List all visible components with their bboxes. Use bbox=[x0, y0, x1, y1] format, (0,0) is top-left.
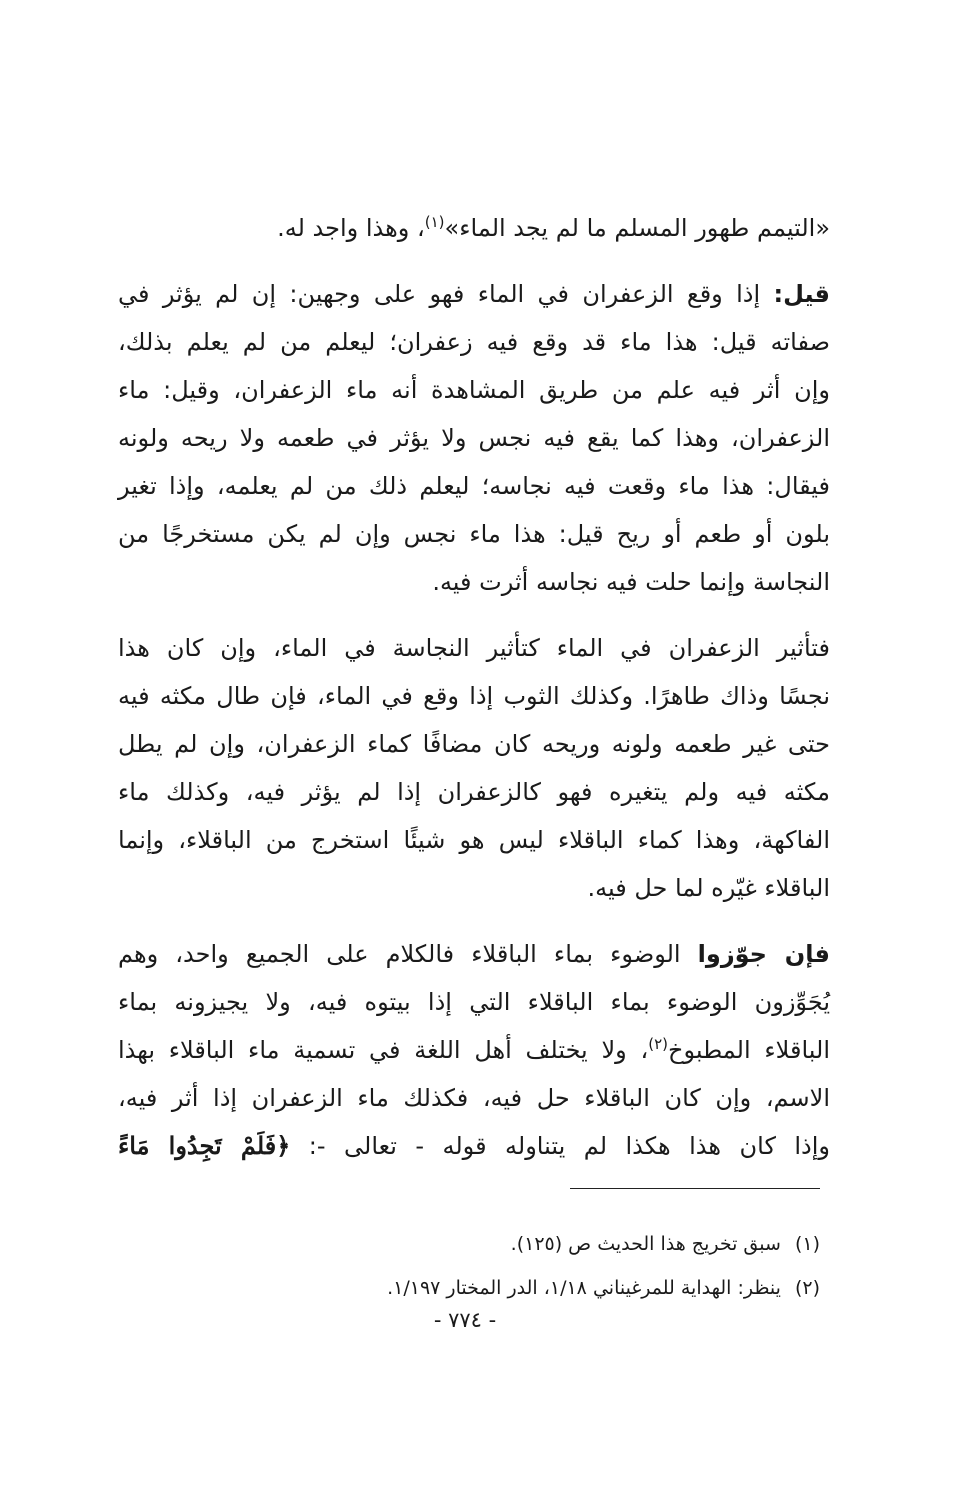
text-line: حتى غير طعمه ولونه وريحه كان مضافًا كماء الزعفران، وإن لم يطل bbox=[118, 730, 830, 758]
text-line: الباقلاء المطبوخ$^{(٢)}$، ولا يختلف أهل اللغة في تسمية ماء الباقلاء بهذا bbox=[118, 1035, 830, 1064]
text-line: يُجَوِّزون الوضوء بماء الباقلاء التي إذا بيتوه فيه، ولا يجيزونه بماء bbox=[118, 988, 830, 1016]
footnote-item bbox=[300, 1222, 820, 1266]
text-line: فتأثير الزعفران في الماء كتأثير النجاسة في الماء، وإن كان هذا bbox=[118, 634, 830, 662]
paragraph-lead: فإن جوّزوا bbox=[697, 940, 830, 968]
text-line: بلون أو طعم أو ريح قيل: هذا ماء نجس وإن لم يكن مستخرجًا من bbox=[118, 520, 830, 548]
footnote-separator bbox=[570, 1188, 820, 1189]
text-line: الفاكهة، وهذا كماء الباقلاء ليس هو شيئًا استخرج من الباقلاء، وإنما bbox=[118, 826, 830, 854]
footnote-ref-1[interactable]: (١) bbox=[424, 213, 445, 231]
text-line: فيقال: هذا ماء وقعت فيه نجاسه؛ ليعلم ذلك من لم يعلمه، وإذا تغير bbox=[118, 472, 830, 500]
text-line: فإن جوّزوا الوضوء بماء الباقلاء فالكلام على الجميع واحد، وهم bbox=[118, 940, 830, 968]
footnote-item bbox=[300, 1266, 820, 1310]
footnote-text: ينظر: الهداية للمرغيناني ١/١٨، الدر المختار ١/١٩٧. bbox=[387, 1277, 781, 1299]
text-line: الاسم، وإن كان الباقلاء حل فيه، فكذلك ماء الزعفران إذا أثر فيه، bbox=[118, 1084, 830, 1112]
footnotes bbox=[300, 1222, 820, 1310]
footnote-ref-2[interactable]: (٢) bbox=[648, 1035, 668, 1053]
text-line: وإن أثر فيه علم من طريق المشاهدة أنه ماء الزعفران، وقيل: ماء bbox=[118, 376, 830, 404]
text-line: نجسًا وذاك طاهرًا. وكذلك الثوب إذا وقع في الماء، فإن طال مكثه فيه bbox=[118, 682, 830, 710]
text-line: صفاته قيل: هذا ماء قد وقع فيه زعفران؛ ليعلم من لم يعلم بذلك، bbox=[118, 328, 830, 356]
text-line: وإذا كان هذا هكذا لم يتناوله قوله - تعالى -: ﴿فَلَمْ تَجِدُوا مَاءً bbox=[118, 1131, 830, 1160]
page-number: - ٧٧٤ - bbox=[433, 1308, 497, 1332]
text-line: الباقلاء غيّره لما حل فيه. bbox=[587, 874, 830, 902]
footnote-number: (٢) bbox=[794, 1277, 820, 1299]
main-text bbox=[118, 204, 830, 1170]
paragraph-lead: قيل: bbox=[773, 280, 830, 308]
text-line: الزعفران، وهذا كما يقع فيه نجس ولا يؤثر في طعمه ولا ريحه ولونه bbox=[118, 424, 830, 452]
quran-verse: ﴿فَلَمْ تَجِدُوا مَاءً bbox=[118, 1131, 291, 1160]
footnote-number: (١) bbox=[794, 1233, 820, 1255]
footnote-text: سبق تخريج هذا الحديث ص (١٢٥). bbox=[510, 1233, 781, 1255]
text-line: قيل: إذا وقع الزعفران في الماء فهو على وجهين: إن لم يؤثر في bbox=[118, 280, 830, 308]
hadith-quote: «التيمم طهور المسلم ما لم يجد الماء» bbox=[444, 214, 830, 242]
text-line: «التيمم طهور المسلم ما لم يجد الماء»$^{(١)}$، وهذا واجد له. bbox=[277, 213, 830, 242]
text-line: النجاسة وإنما حلت فيه نجاسه أثرت فيه. bbox=[432, 568, 830, 596]
text-line: مكثه فيه ولم يتغيره فهو كالزعفران إذا لم يؤثر فيه، وكذلك ماء bbox=[118, 778, 830, 806]
